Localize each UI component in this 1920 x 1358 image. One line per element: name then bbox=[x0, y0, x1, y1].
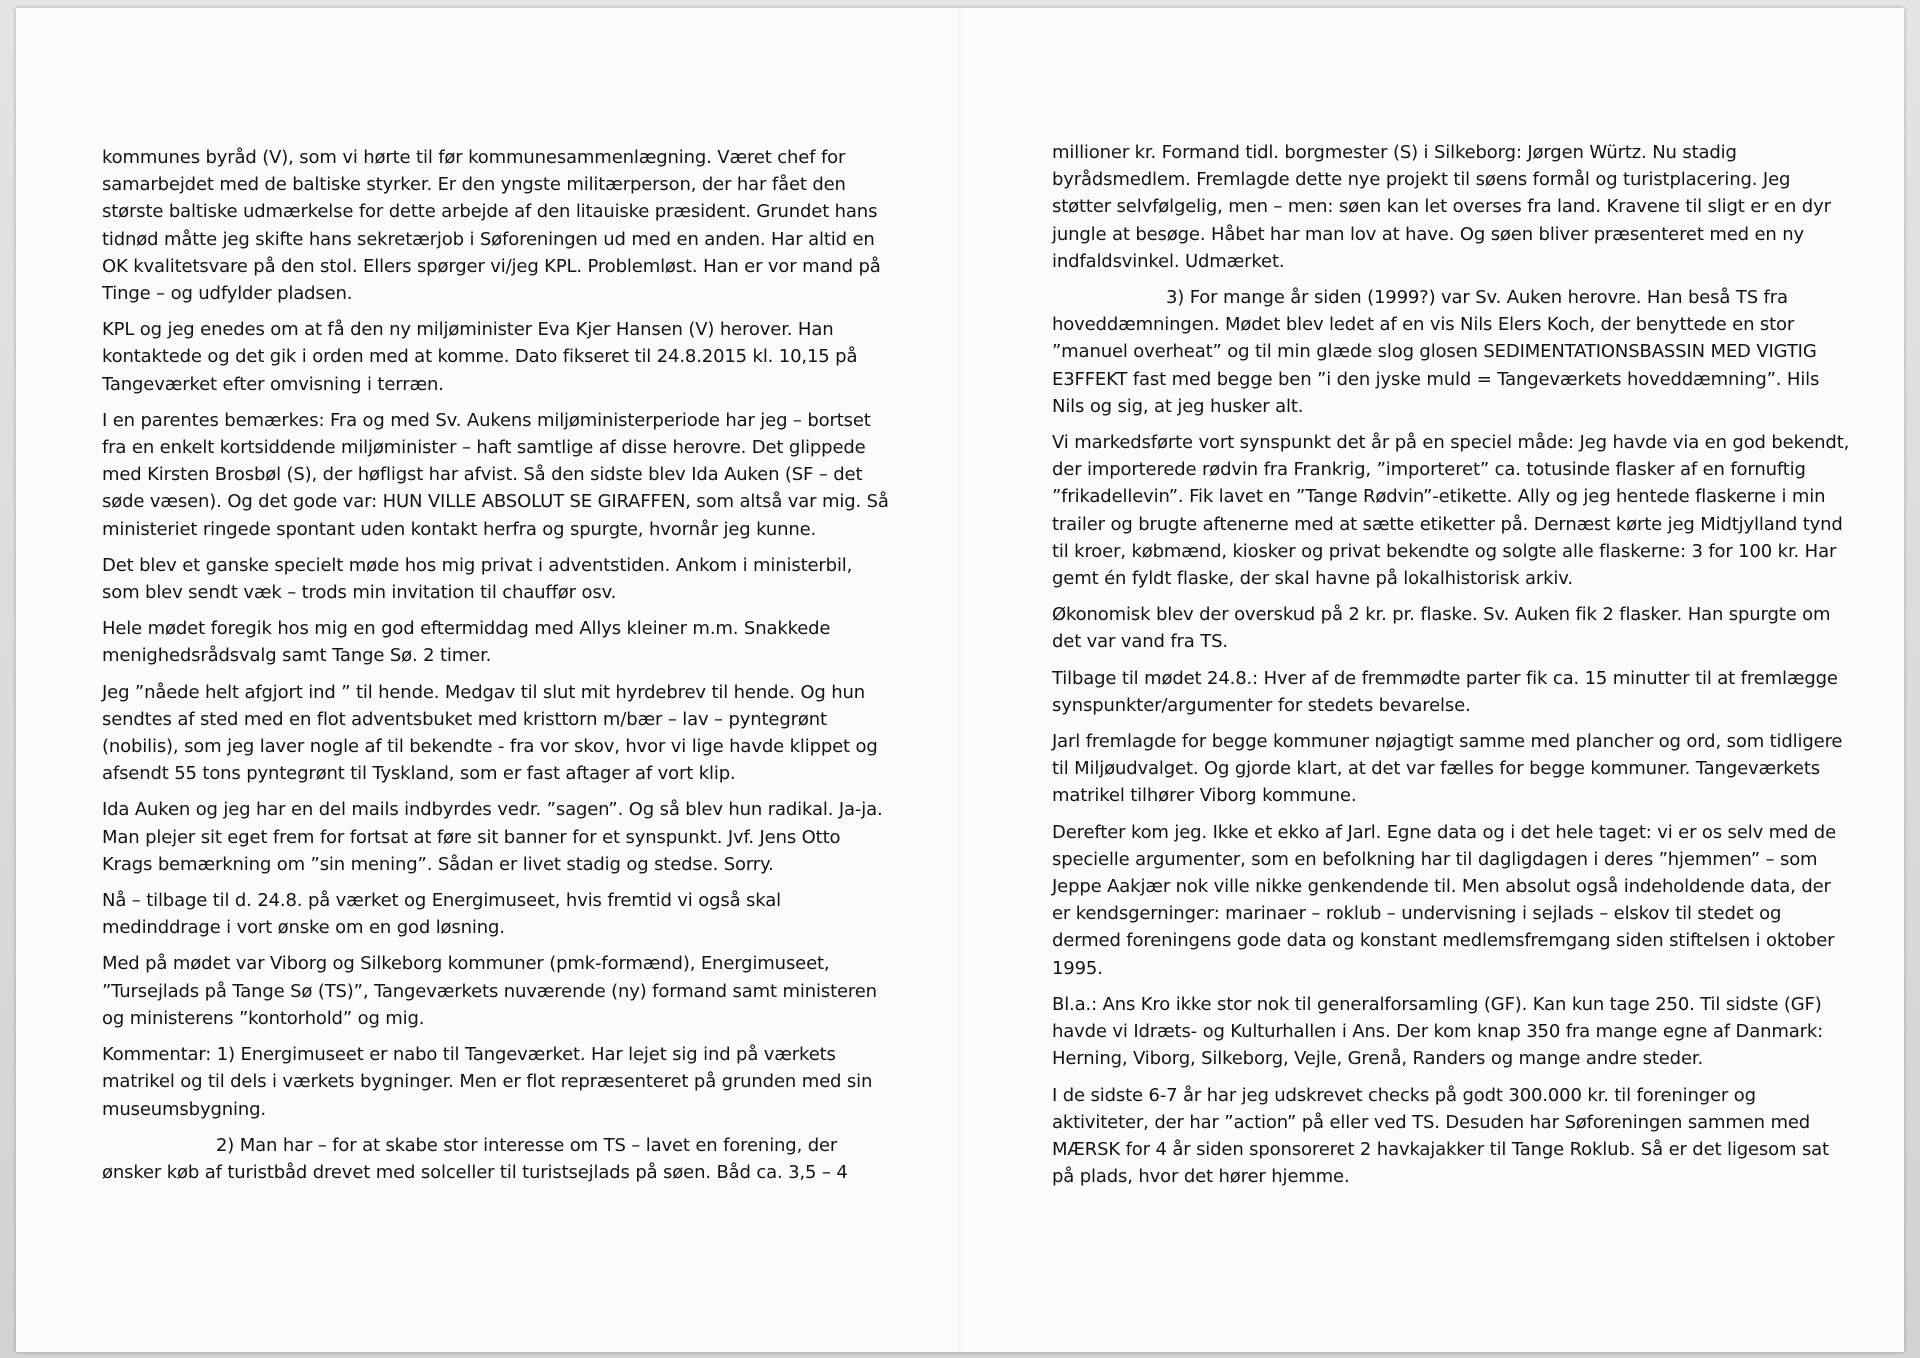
paragraph: Jeg ”nåede helt afgjort ind ” til hende. Medgav til slut mit hyrdebrev til hende. Og hun sendtes af sted med en flot adventsbuket med kristtorn m/bær – lav – pyntegrønt (nobilis), som jeg laver nogle af til bekendte - fra vor skov, hvor vi lige havde klippet og afsendt 55 tons pyntegrønt til Tyskland, som er fast aftager af vort klip. bbox=[102, 681, 878, 785]
paragraph: Det blev et ganske specielt møde hos mig privat i adventstiden. Ankom i ministerbil, som blev sendt væk – trods min invitation til chauffør osv. bbox=[102, 554, 853, 604]
paragraph: kommunes byråd (V), som vi hørte til før kommunesammenlægning. Været chef for samarbejdet med de baltiske styrker. Er den yngste militærperson, der har fået den største baltiske udmærkelse for dette arbejde af den litauiske præsident. Grundet hans tidnød måtte jeg skifte hans sekretærjob i Søforeningen ud med en anden. Har altid en OK kvalitetsvare på den stol. Ellers spørger vi/jeg KPL. Problemløst. Han er vor mand på Tinge – og udfylder pladsen. bbox=[102, 147, 881, 305]
left-page bbox=[102, 144, 892, 1195]
paragraph: I en parentes bemærkes: Fra og med Sv. Aukens miljøministerperiode har jeg – bortset fra en enkelt kortsiddende miljøminister – haft samtlige af disse herovre. Det glippede med Kirsten Brosbøl (S), der høfligst har afvist. Så den sidste blev Ida Auken (SF – det søde væsen). Og det gode var: HUN VILLE ABSOLUT SE GIRAFFEN, som altså var mig. Så ministeriet ringede spontant uden kontakt herfra og spurgte, hvornår jeg kunne. bbox=[102, 409, 889, 540]
right-page bbox=[1052, 139, 1852, 1199]
paragraph: Vi markedsførte vort synspunkt det år på en speciel måde: Jeg havde via en god bekendt, der importerede rødvin fra Frankrig, ”importeret” ca. totusinde flasker af en fornuftig ”frikadellevin”. Fik lavet en ”Tange Rødvin”-etikette. Ally og jeg hentede flaskerne i min trailer og brugte aftenerne med at sætte etiketter på. Dernæst kørte jeg Midtjylland tynd til kroer, købmænd, kiosker og privat bekendte og solgte alle flaskerne: 3 for 100 kr. Har gemt én fyldt flaske, der skal havne på lokalhistorisk arkiv. bbox=[1052, 432, 1850, 590]
paragraph: Hele mødet foregik hos mig en god eftermiddag med Allys kleiner m.m. Snakkede menighedsrådsvalg samt Tange Sø. 2 timer. bbox=[102, 618, 831, 667]
paragraph: Ida Auken og jeg har en del mails indbyrdes vedr. ”sagen”. Og så blev hun radikal. Ja-ja. Man plejer sit eget frem for fortsat at føre sit banner for et synspunkt. Jvf. Jens Otto Krags bemærkning om ”sin mening”. Sådan er livet stadig og stedse. Sorry. bbox=[102, 799, 883, 875]
paragraph: 3) For mange år siden (1999?) var Sv. Auken herovre. Han beså TS fra hoveddæmningen. Mødet blev ledet af en vis Nils Elers Koch, der benyttede en stor ”manuel overheat” og til min glæde slog glosen SEDIMENTATIONSBASSIN MED VIGTIG E3FFEKT fast med begge ben ”i den jyske muld = Tangeværkets hoveddæmning”. Hils Nils og sig, at jeg husker alt. bbox=[1052, 287, 1820, 417]
paragraph: Tilbage til mødet 24.8.: Hver af de fremmødte parter fik ca. 15 minutter til at fremlægge synspunkter/argumenter for stedets bevarelse. bbox=[1052, 667, 1838, 716]
paragraph: Derefter kom jeg. Ikke et ekko af Jarl. Egne data og i det hele taget: vi er os selv med de specielle argumenter, som en befolkning har til dagligdagen i deres ”hjemmen” – som Jeppe Aakjær nok ville nikke genkendende til. Men absolut også indeholdende data, der er kendsgerninger: marinaer – roklub – undervisning i sejlads – elskov til stedet og dermed foreningens gode data og konstant medlemsfremgang siden stiftelsen i oktober 1995. bbox=[1052, 821, 1836, 979]
paragraph: Økonomisk blev der overskud på 2 kr. pr. flaske. Sv. Auken fik 2 flasker. Han spurgte om det var vand fra TS. bbox=[1052, 604, 1831, 653]
center-fold bbox=[959, 8, 961, 1352]
paragraph: KPL og jeg enedes om at få den ny miljøminister Eva Kjer Hansen (V) herover. Han kontaktede og det gik i orden med at komme. Dato fikseret til 24.8.2015 kl. 10,15 på Tangeværket efter omvisning i terræn. bbox=[102, 319, 858, 395]
paragraph: Med på mødet var Viborg og Silkeborg kommuner (pmk-formænd), Energimuseet, ”Tursejlads på Tange Sø (TS)”, Tangeværkets nuværende (ny) formand samt ministeren og ministerens ”kontorhold” og mig. bbox=[102, 953, 877, 1029]
paragraph: Jarl fremlagde for begge kommuner nøjagtigt samme med plancher og ord, som tidligere til Miljøudvalget. Og gjorde klart, at det var fælles for begge kommuner. Tangeværkets matrikel tilhører Viborg kommune. bbox=[1052, 731, 1843, 807]
paragraph: Bl.a.: Ans Kro ikke stor nok til generalforsamling (GF). Kan kun tage 250. Til sidste (GF) havde vi Idræts- og Kulturhallen i Ans. Der kom knap 350 fra mange egne af Danmark: Herning, Viborg, Silkeborg, Vejle, Grenå, Randers og mange andre steder. bbox=[1052, 993, 1824, 1070]
paragraph: millioner kr. Formand tidl. borgmester (S) i Silkeborg: Jørgen Würtz. Nu stadig byrådsmedlem. Fremlagde dette nye projekt til søens formål og turistplacering. Jeg støtter selvfølgelig, men – men: søen kan let overses fra land. Kravene til sligt er en dyr jungle at besøge. Håbet har man lov at have. Og søen bliver præsenteret med en ny indfaldsvinkel. Udmærket. bbox=[1052, 142, 1831, 272]
paragraph: Nå – tilbage til d. 24.8. på værket og Energimuseet, hvis fremtid vi også skal medinddrage i vort ønske om en god løsning. bbox=[102, 890, 781, 939]
paragraph: Kommentar: 1) Energimuseet er nabo til Tangeværket. Har lejet sig ind på værkets matrikel og til dels i værkets bygninger. Men er flot repræsenteret på grunden med sin museumsbygning. bbox=[102, 1044, 873, 1120]
document-sheet bbox=[16, 8, 1904, 1352]
paragraph: I de sidste 6-7 år har jeg udskrevet checks på godt 300.000 kr. til foreninger og aktiviteter, der har ”action” på eller ved TS. Desuden har Søforeningen sammen med MÆRSK for 4 år siden sponsoreret 2 havkajakker til Tange Roklub. Så er det ligesom sat på plads, hvor det hører hjemme. bbox=[1052, 1084, 1829, 1188]
paragraph: 2) Man har – for at skabe stor interesse om TS – lavet en forening, der ønsker køb af turistbåd drevet med solceller til turistsejlads på søen. Båd ca. 3,5 – 4 bbox=[102, 1134, 848, 1183]
